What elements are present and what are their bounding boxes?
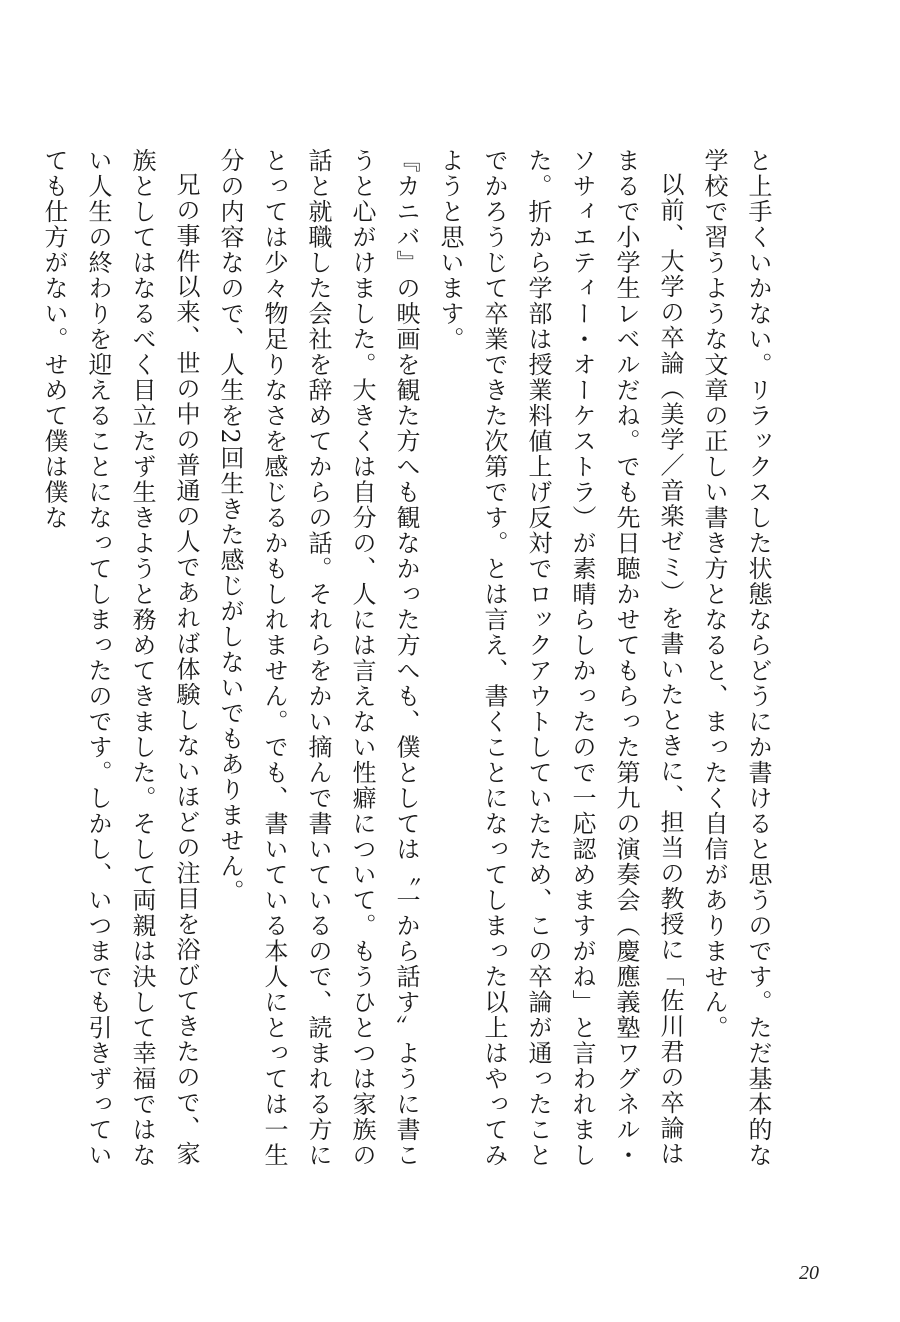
paragraph-4: 兄の事件以来、世の中の普通の人であれば体験しないほどの注目を浴びてきたので、家族としてはなるべく目立たず生きようと務めてきました。そして両親は決して幸福ではない人生の終わりを迎えることになってしまったのです。しかし、いつまでも引きずっていても仕方がない。せめて僕は僕な: [40, 148, 200, 1168]
paragraph-3: 『カニバ』の映画を観た方へも観なかった方へも、僕としては〝一から話す〟ように書こうと心がけました。大きくは自分の、人には言えない性癖について。もうひとつは家族の話と就職した会社を辞めてからの話。それらをかい摘んで書いているので、読まれる方にとっては少々物足りなさを感じるかもしれません。でも、書いている本人にとっては一生分の内容なので、人生を2回生きた感じがしないでもありません。: [216, 148, 420, 1168]
paragraph-2: 以前、大学の卒論（美学／音楽ゼミ）を書いたときに、担当の教授に「佐川君の卒論はまるで小学生レベルだね。でも先日聴かせてもらった第九の演奏会（慶應義塾ワグネル・ソサィエティー・オーケストラ）が素晴らしかったので一応認めますがね」と言われました。折から学部は授業料値上げ反対でロックアウトしていたため、この卒論が通ったことでかろうじて卒業できた次第です。とは言え、書くことになってしまった以上はやってみようと思います。: [436, 148, 684, 1168]
page-number: 20: [799, 1262, 819, 1284]
vertical-text-body: [40, 148, 780, 1188]
paragraph-1: と上手くいかない。リラックスした状態ならどうにか書けると思うのです。ただ基本的な学校で習うような文章の正しい書き方となると、まったく自信がありません。: [700, 148, 772, 1168]
